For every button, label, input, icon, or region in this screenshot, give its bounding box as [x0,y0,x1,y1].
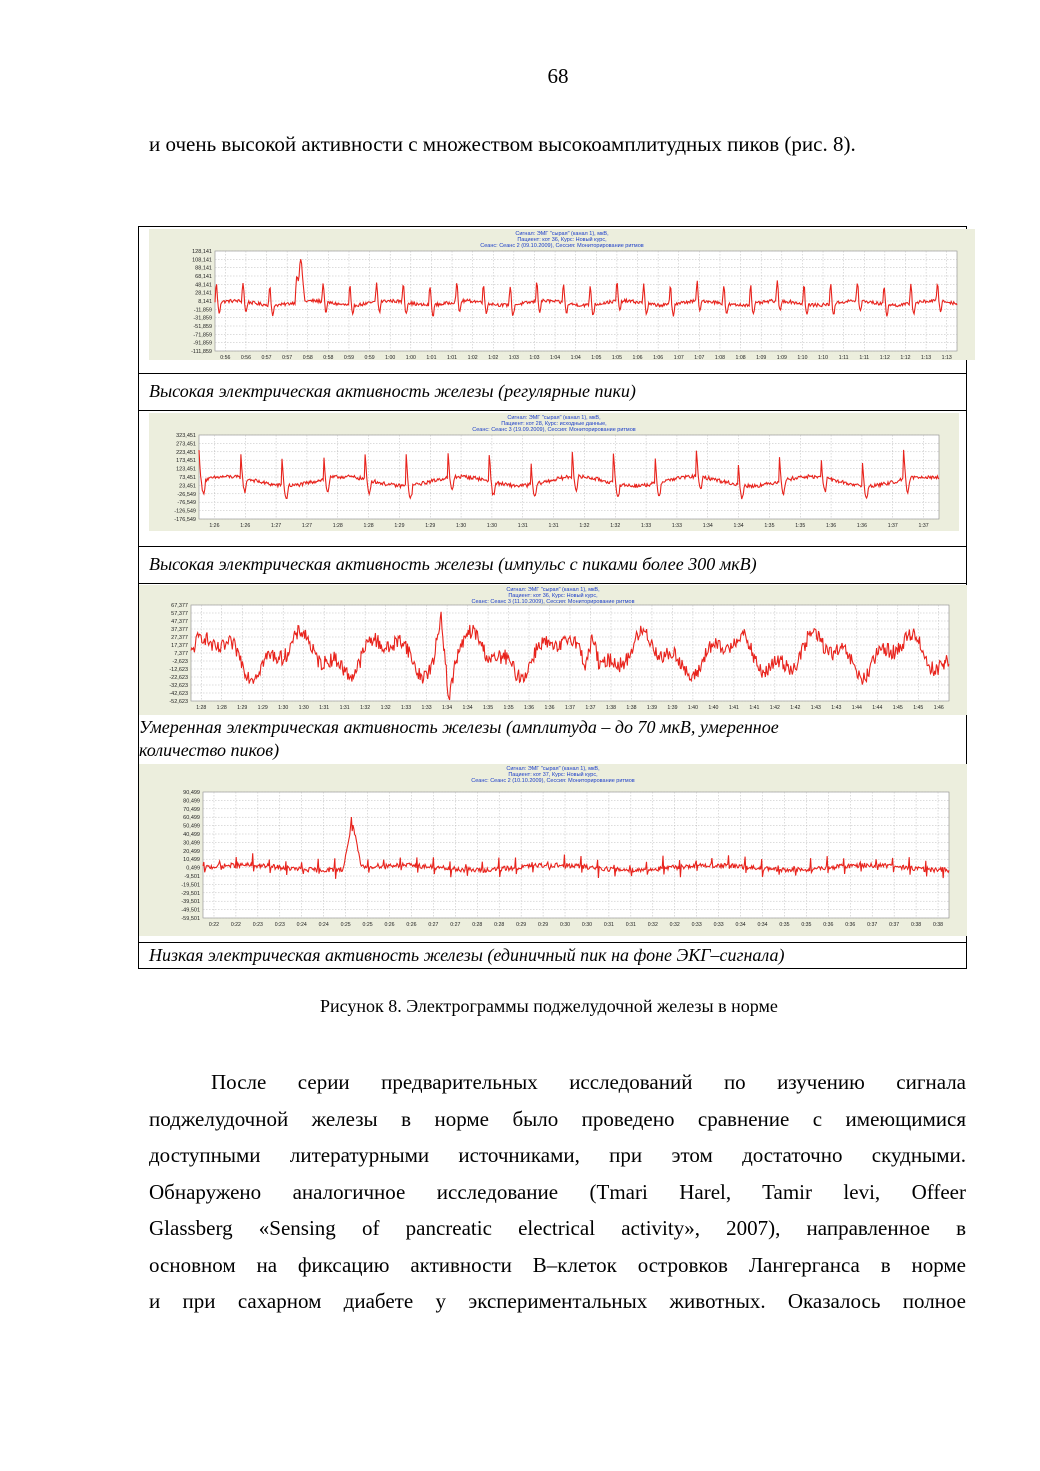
chart-header-line: Сигнал: ЭМГ "сырая" (канал 1), мкВ, [507,415,601,421]
y-tick-label: -12,623 [169,667,188,673]
y-tick-label: 128,141 [192,249,212,255]
x-tick-label: 1:12 [879,355,890,360]
x-tick-label: 0:26 [406,922,417,928]
x-tick-label: 1:42 [769,705,780,711]
x-tick-label: 1:00 [385,355,396,360]
y-tick-label: -42,623 [169,691,188,697]
x-tick-label: 1:37 [564,705,576,711]
x-tick-label: 1:46 [933,705,944,711]
y-tick-label: -111,859 [191,349,212,355]
y-tick-label: 7,377 [174,651,188,657]
x-tick-label: 1:36 [544,705,555,711]
y-tick-label: -59,501 [181,916,200,922]
x-tick-label: 1:32 [380,705,391,711]
x-tick-label: 1:29 [237,705,248,711]
x-tick-label: 1:28 [196,705,207,711]
chart-header-line: Сеанс: Сеанс 2 (10.10.2009), Сессия: Мониторирование ритмов [471,778,635,784]
x-tick-label: 1:30 [278,705,289,711]
x-tick-label: 0:30 [559,922,571,928]
y-tick-label: 123,451 [176,466,196,473]
x-tick-label: 0:59 [343,355,355,360]
x-tick-label: 1:05 [591,355,602,360]
caption-row-1 [139,373,966,411]
x-tick-label: 1:30 [486,523,497,529]
y-tick-label: 323,451 [176,433,196,439]
y-tick-label: -76,549 [177,500,196,507]
paragraph-line: Glassberg «Sensing of pancreatic electrical activity», 2007), направленное в [149,1216,966,1240]
y-tick-label: 273,451 [176,441,196,448]
x-tick-label: 0:37 [867,922,878,928]
x-tick-label: 0:35 [801,922,812,928]
x-tick-label: 1:37 [887,523,898,529]
x-tick-label: 0:36 [823,922,834,928]
y-tick-label: 0,499 [186,865,200,872]
y-tick-label: -32,623 [169,683,188,689]
panel-caption-3-line-2: количество пиков) [139,740,280,760]
x-tick-label: 0:24 [296,922,307,928]
y-tick-label: 23,451 [179,483,196,490]
x-tick-label: 1:08 [714,355,726,360]
x-tick-label: 0:58 [302,355,313,360]
x-tick-label: 1:36 [856,523,867,529]
x-tick-label: 1:43 [810,705,821,711]
x-tick-label: 1:32 [610,523,621,529]
paragraph-line: поджелудочной железы в норме было проведено сравнение с имеющимися [149,1106,966,1131]
x-tick-label: 0:34 [757,922,768,928]
x-tick-label: 1:41 [728,705,739,711]
y-tick-label: -51,859 [193,324,212,330]
x-tick-label: 1:29 [394,523,405,529]
x-tick-label: 0:29 [516,922,527,928]
x-tick-label: 0:23 [274,922,285,928]
x-tick-label: 1:29 [425,523,436,529]
y-tick-label: 173,451 [176,458,196,465]
emg-chart-2 [149,413,959,531]
x-tick-label: 1:36 [826,523,837,529]
x-tick-label: 0:28 [494,922,505,928]
chart-header-line: Пациент: кот 28, Курс: исходные данные, [501,421,607,427]
chart-header-line: Сеанс: Сеанс 3 (11.10.2009), Сессия: Мониторирование ритмов [471,599,635,605]
x-tick-label: 1:31 [548,523,559,529]
y-tick-label: -19,501 [181,882,200,889]
x-tick-label: 1:10 [817,355,829,360]
y-tick-label: 57,377 [171,611,188,617]
y-tick-label: -91,859 [193,340,212,347]
x-tick-label: 1:34 [442,705,453,711]
x-tick-label: 1:04 [570,355,581,360]
y-tick-label: -176,549 [174,517,196,523]
x-tick-label: 0:37 [889,922,900,928]
x-tick-label: 0:26 [384,922,395,928]
y-tick-label: 68,141 [195,274,212,280]
y-tick-label: 28,141 [195,290,212,297]
x-tick-label: 1:40 [708,705,719,711]
x-tick-label: 0:25 [340,922,351,928]
x-tick-label: 0:22 [230,922,241,928]
y-tick-label: -71,859 [193,332,212,339]
x-tick-label: 1:26 [240,523,251,529]
x-tick-label: 1:42 [790,705,801,711]
x-tick-label: 1:39 [667,705,678,711]
x-tick-label: 1:31 [339,705,350,711]
x-tick-label: 1:09 [776,355,787,360]
x-tick-label: 1:35 [482,705,494,711]
x-tick-label: 1:44 [872,705,883,711]
y-tick-label: 80,499 [183,798,200,805]
x-tick-label: 0:32 [647,922,658,928]
figure-table [138,226,967,969]
y-tick-label: 47,377 [171,619,188,625]
x-tick-label: 1:03 [529,355,540,360]
x-tick-label: 1:33 [641,523,652,529]
x-tick-label: 1:01 [446,355,458,360]
page-number: 68 [547,64,569,88]
x-tick-label: 1:40 [687,705,698,711]
x-tick-label: 0:59 [364,355,375,360]
y-tick-label: 60,499 [183,815,200,822]
paragraph-line: Обнаружено аналогичное исследование (Tmari Harel, Tamir levi, Offeer [149,1179,966,1204]
panel-caption-4: Низкая электрическая активность железы (единичный пик на фоне ЭКГ–сигнала) [149,945,785,965]
y-tick-label: 88,141 [195,265,212,272]
x-tick-label: 1:12 [900,355,911,360]
y-tick-label: -49,501 [181,907,200,914]
x-tick-label: 1:01 [426,355,437,360]
y-tick-label: -22,623 [169,675,188,681]
x-tick-label: 0:30 [581,922,593,928]
y-tick-label: 73,451 [179,475,196,481]
x-tick-label: 0:23 [252,922,263,928]
x-tick-label: 0:29 [538,922,549,928]
y-tick-label: -31,859 [193,315,212,322]
x-tick-label: 0:57 [261,355,272,360]
x-tick-label: 1:04 [550,355,561,360]
x-tick-label: 1:34 [462,705,473,711]
chart-header-line: Сигнал: ЭМГ "сырая" (канал 1), мкВ, [506,587,600,593]
x-tick-label: 1:32 [360,705,371,711]
x-tick-label: 1:28 [216,705,227,711]
emg-panel-3 [139,585,967,715]
x-tick-label: 1:29 [257,705,268,711]
x-tick-label: 1:28 [363,523,374,529]
y-tick-label: 20,499 [183,848,200,855]
x-tick-label: 0:22 [208,922,220,928]
x-tick-label: 1:06 [653,355,664,360]
paragraph-line: основном на фиксацию активности В–клеток островков Лангерганса в норме [149,1252,966,1277]
emg-panel-1 [149,229,975,360]
x-tick-label: 1:41 [749,705,760,711]
x-tick-label: 1:05 [611,355,622,360]
paragraph-line: После серии предварительных исследований по изучению сигнала [211,1070,966,1094]
y-tick-label: 37,377 [171,627,188,633]
x-tick-label: 1:08 [735,355,746,360]
x-tick-label: 1:35 [503,705,514,711]
y-tick-label: -11,859 [193,307,212,314]
y-tick-label: 67,377 [171,603,188,609]
x-tick-label: 1:33 [401,705,412,711]
plot-area [203,792,949,918]
y-tick-label: 70,499 [183,806,200,813]
y-tick-label: 27,377 [171,635,188,641]
y-tick-label: 8,141 [198,299,212,305]
y-tick-label: 90,499 [183,790,200,796]
y-tick-label: 17,377 [171,643,188,649]
chart-header-line: Пациент: кот 36, Курс: Новый курс, [508,593,598,599]
x-tick-label: 0:32 [669,922,680,928]
x-tick-label: 1:06 [632,355,643,360]
panel-caption-1: Высокая электрическая активность железы (регулярные пики) [149,381,636,401]
x-tick-label: 1:38 [605,705,617,711]
y-tick-label: -2,623 [172,659,188,665]
x-tick-label: 0:33 [691,922,702,928]
x-tick-label: 0:27 [450,922,461,928]
chart-header-line: Сигнал: ЭМГ "сырая" (канал 1), мкВ, [506,766,600,772]
x-tick-label: 1:27 [271,523,282,529]
y-tick-label: 50,499 [183,823,200,830]
y-tick-label: 10,499 [183,857,200,864]
caption-row-4 [139,942,966,969]
emg-chart-1 [149,229,975,360]
x-tick-label: 1:07 [673,355,684,360]
emg-panel-2 [149,413,959,531]
x-tick-label: 1:38 [626,705,637,711]
x-tick-label: 1:45 [892,705,903,711]
x-tick-label: 0:31 [625,922,636,928]
x-tick-label: 0:27 [428,922,439,928]
x-tick-label: 1:36 [523,705,535,711]
y-tick-label: 108,141 [192,257,212,264]
chart-header-line: Пациент: кот 37, Курс: Новый курс, [508,772,598,778]
x-tick-label: 1:32 [579,523,590,529]
x-tick-label: 1:03 [508,355,519,360]
x-tick-label: 0:25 [362,922,373,928]
x-tick-label: 0:58 [323,355,334,360]
x-tick-label: 1:31 [319,705,330,711]
x-tick-label: 1:31 [517,523,528,529]
figure-caption: Рисунок 8. Электрограммы поджелудочной железы в норме [320,996,778,1016]
emg-chart-3 [139,585,967,715]
paragraph-line: доступными литературными источниками, при этом достаточно скудными. [149,1143,966,1167]
x-tick-label: 1:34 [702,523,713,529]
intro-paragraph: и очень высокой активности с множеством высокоамплитудных пиков (рис. 8). [149,132,856,156]
panel-caption-2: Высокая электрическая активность железы (импульс с пиками более 300 мкВ) [149,554,757,574]
x-tick-label: 1:33 [671,523,682,529]
y-tick-label: 48,141 [195,282,212,289]
chart-header-line: Пациент: кот 36, Курс: Новый курс, [517,237,607,243]
y-tick-label: 40,499 [183,832,200,838]
x-tick-label: 1:13 [921,355,932,360]
x-tick-label: 0:38 [932,922,944,928]
x-tick-label: 1:45 [913,705,924,711]
x-tick-label: 0:28 [472,922,483,928]
x-tick-label: 1:26 [209,523,220,529]
x-tick-label: 0:38 [911,922,922,928]
y-tick-label: -26,549 [177,491,196,498]
x-tick-label: 1:27 [301,523,312,529]
x-tick-label: 1:09 [756,355,767,360]
y-tick-label: -39,501 [181,899,200,906]
emg-panel-4 [139,764,967,936]
x-tick-label: 1:34 [733,523,744,529]
x-tick-label: 0:31 [603,922,614,928]
x-tick-label: 1:37 [585,705,596,711]
y-tick-label: -126,549 [174,508,196,515]
x-tick-label: 1:13 [941,355,952,360]
x-tick-label: 1:30 [298,705,309,711]
x-tick-label: 0:24 [318,922,329,928]
main-paragraph [149,1064,966,1320]
x-tick-label: 1:33 [421,705,432,711]
x-tick-label: 1:39 [646,705,658,711]
x-tick-label: 1:37 [918,523,929,529]
chart-header-line: Сигнал: ЭМГ "сырая" (канал 1), мкВ, [515,231,609,237]
panel-caption-3-line-1: Умеренная электрическая активность железы (амплитуда – до 70 мкВ, умеренное [139,717,779,737]
paragraph-line: и при сахарном диабете у экспериментальных животных. Оказалось полное [149,1289,966,1313]
x-tick-label: 0:34 [735,922,746,928]
x-tick-label: 0:56 [220,355,231,360]
x-tick-label: 0:36 [845,922,856,928]
x-tick-label: 1:28 [332,523,343,529]
chart-header-line: Сеанс: Сеанс 3 (19.09.2009), Сессия: Мониторирование ритмов [472,427,636,433]
chart-header-line: Сеанс: Сеанс 2 (09.10.2009), Сессия: Мониторирование ритмов [480,243,644,249]
x-tick-label: 1:11 [838,355,849,360]
y-tick-label: -52,623 [169,699,188,705]
x-tick-label: 1:44 [851,705,862,711]
y-tick-label: 30,499 [183,840,200,847]
x-tick-label: 1:35 [795,523,806,529]
x-tick-label: 1:07 [694,355,705,360]
x-tick-label: 1:02 [467,355,478,360]
x-tick-label: 1:10 [797,355,808,360]
x-tick-label: 1:02 [488,355,499,360]
x-tick-label: 0:57 [282,355,293,360]
y-tick-label: -9,501 [184,874,200,880]
y-tick-label: 223,451 [176,449,196,456]
x-tick-label: 0:56 [240,355,251,360]
x-tick-label: 1:35 [764,523,775,529]
x-tick-label: 1:00 [405,355,416,360]
y-tick-label: -29,501 [181,890,200,897]
x-tick-label: 1:11 [859,355,870,360]
x-tick-label: 0:33 [713,922,724,928]
x-tick-label: 1:30 [456,523,467,529]
x-tick-label: 0:35 [779,922,790,928]
caption-row-3 [139,715,966,763]
emg-chart-4 [139,764,967,936]
caption-row-2 [139,546,966,584]
x-tick-label: 1:43 [831,705,842,711]
